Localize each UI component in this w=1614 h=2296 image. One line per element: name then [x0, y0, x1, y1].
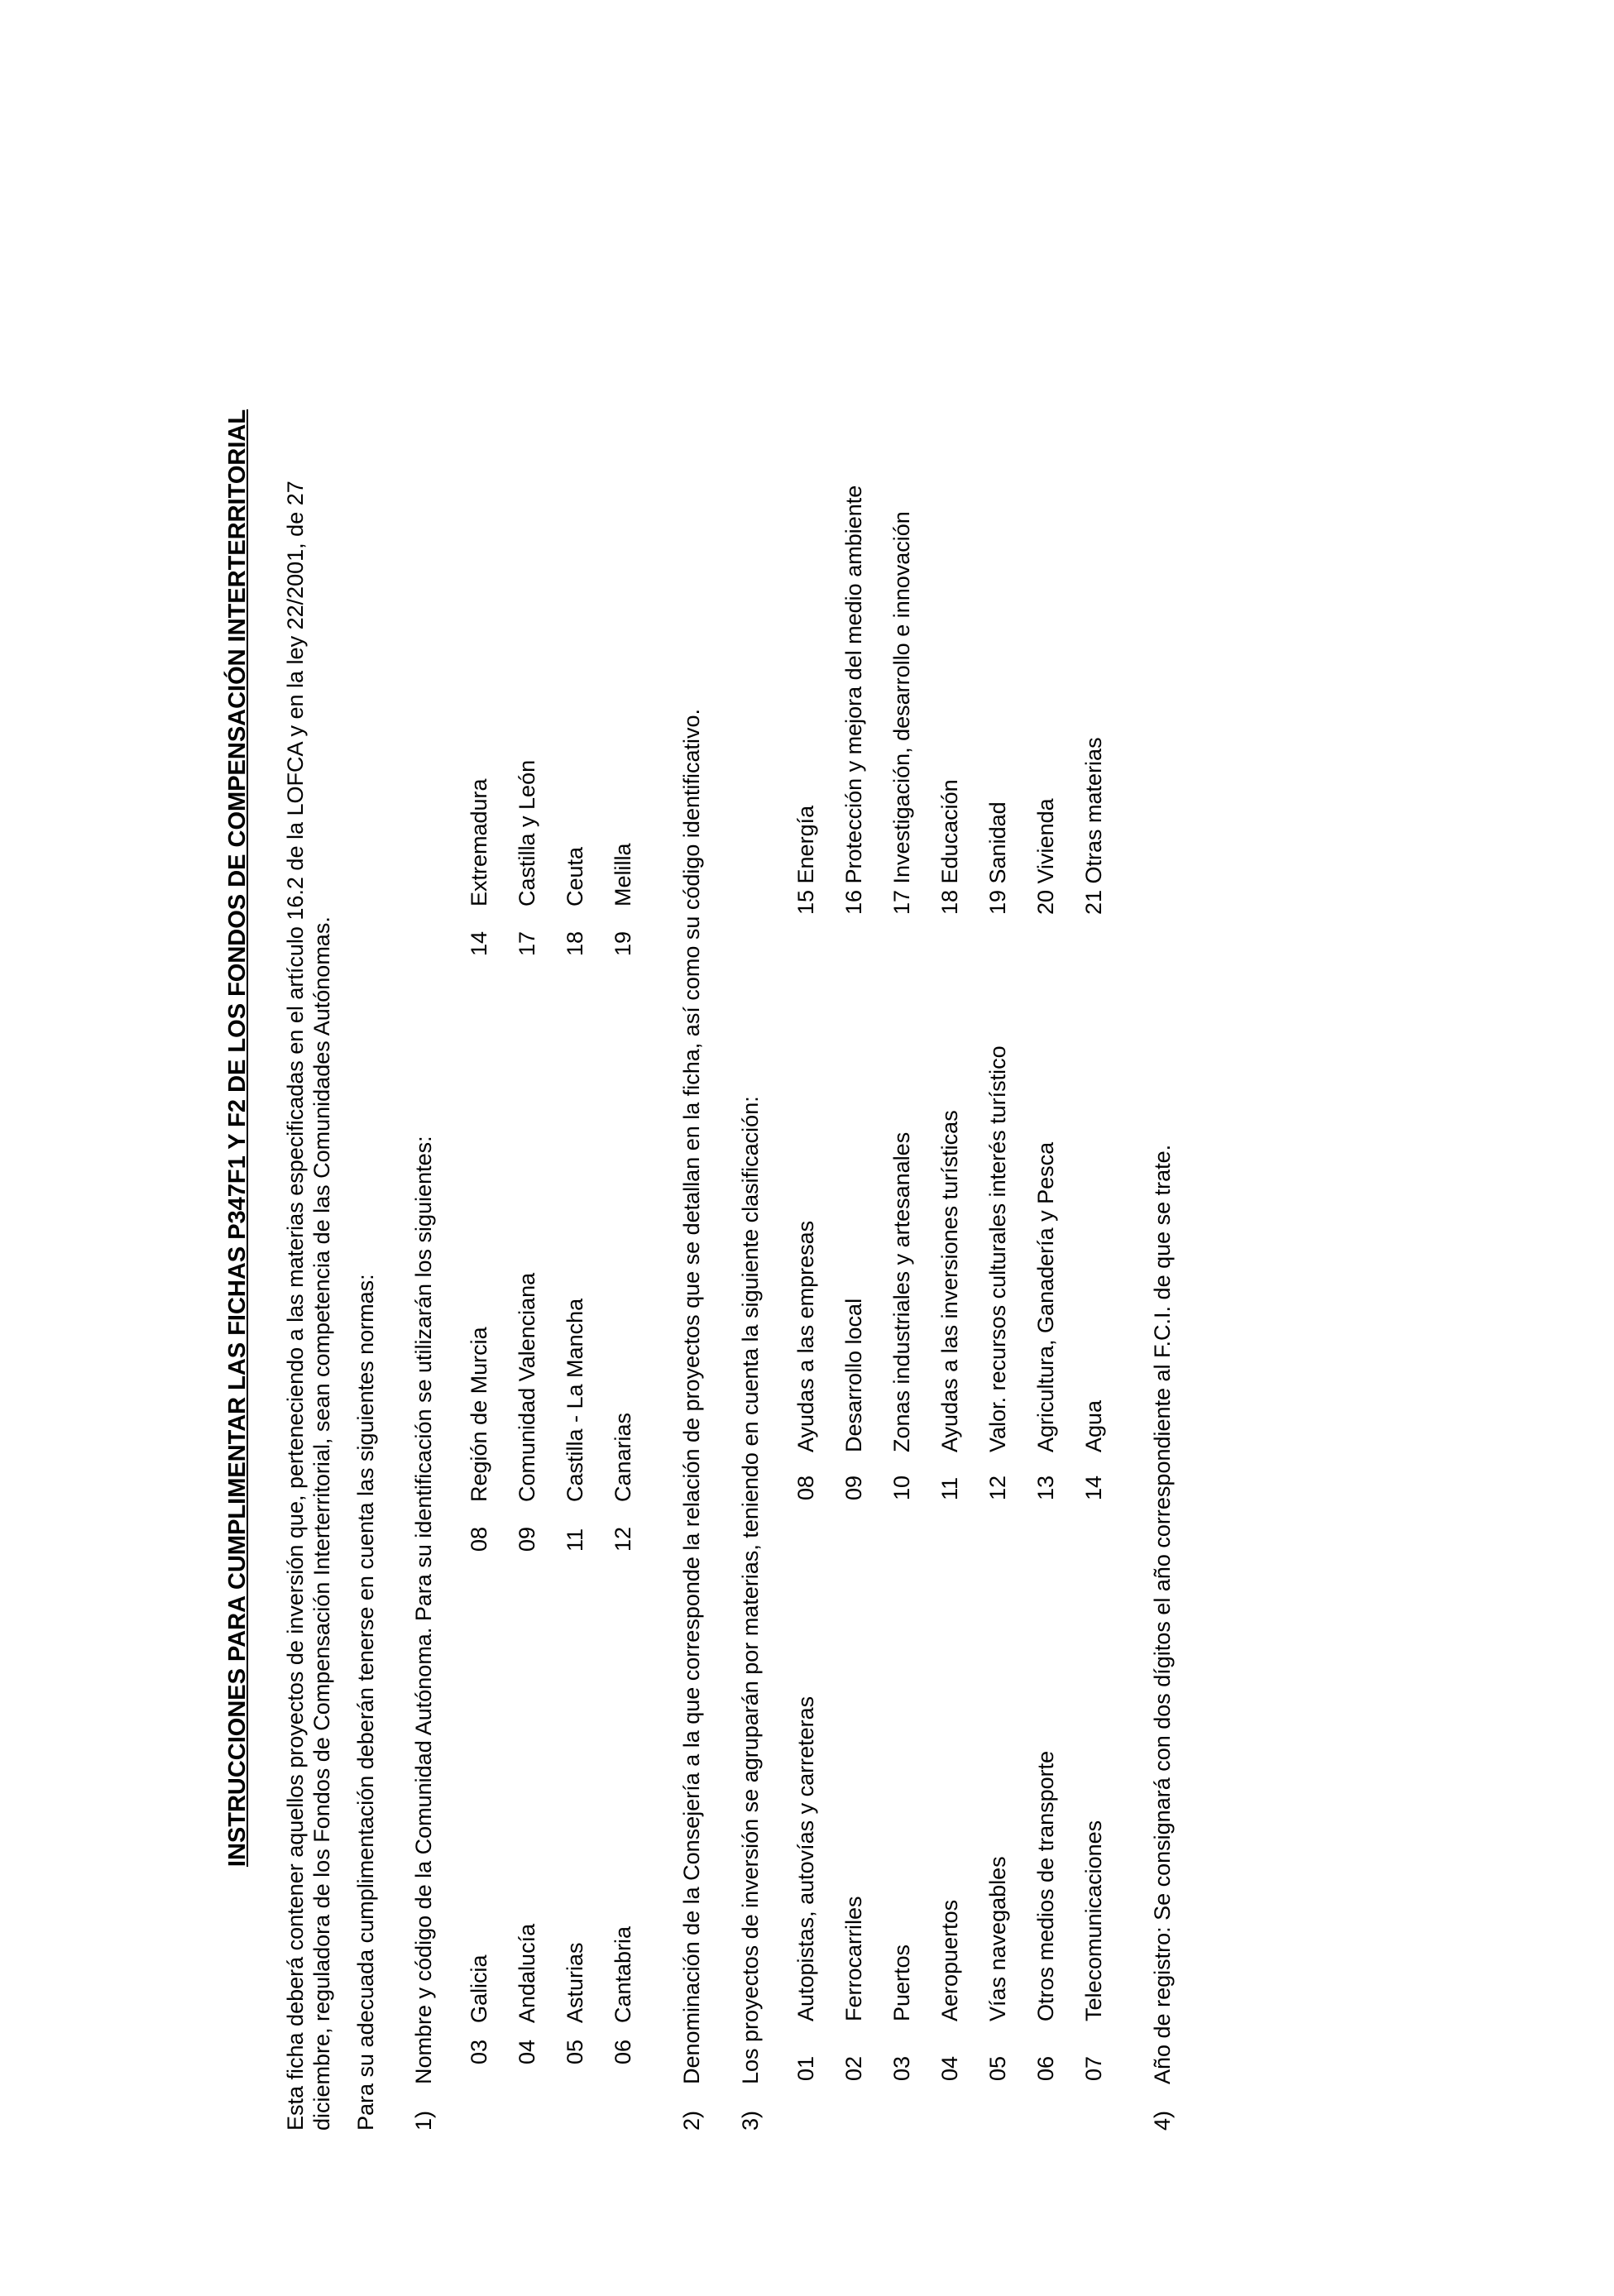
community-name: Castilla y León — [515, 759, 540, 906]
subject-name: Agua — [1080, 1399, 1106, 1452]
community-code: 11 — [563, 1528, 588, 1552]
instruction-item-4 — [1149, 146, 1176, 2131]
community-name: Asturias — [563, 1942, 588, 2023]
subject-entry: 16 Protección y mejora del medio ambiente — [841, 485, 866, 915]
community-code: 19 — [611, 930, 636, 956]
community-name: Melilla — [611, 843, 636, 906]
community-code: 09 — [515, 1526, 540, 1552]
community-code: 06 — [611, 2039, 636, 2064]
instruction-item-1 — [410, 146, 437, 2131]
subject-entry: 19 Sanidad — [984, 801, 1010, 915]
subject-name: Zonas industriales y artesanales — [888, 1131, 914, 1452]
community-name: Región de Murcia — [467, 1327, 492, 1502]
intro-line-1: Esta ficha deberá contener aquellos proyectos de inversión que, perteneciendo a las materias especificadas en el artículo 16.2 de la LOFCA y en la ley 22/2001, de 27 — [282, 481, 308, 2131]
table-row — [599, 658, 647, 2064]
item-number: 2) — [679, 2110, 705, 2131]
item-text: Año de registro: Se consignará con dos dígitos el año correspondiente al F.C.I. de que se trate. — [1150, 1144, 1176, 2084]
subject-name: Telecomunicaciones — [1080, 1820, 1106, 2021]
community-name: Extremadura — [467, 778, 492, 906]
table-row — [974, 336, 1022, 2081]
table-row — [503, 658, 551, 2064]
subject-code: 02 — [841, 2055, 866, 2081]
community-code: 18 — [563, 930, 588, 956]
subject-code: 03 — [888, 2055, 914, 2081]
table-row — [551, 658, 599, 2064]
intro-line-2: diciembre, reguladora de los Fondos de Compensación Interterritorial, sean competencia de las Comunidades Autónomas. — [309, 916, 335, 2131]
subject-code: 01 — [793, 2055, 818, 2081]
table-row — [1070, 336, 1118, 2081]
item-text: Los proyectos de inversión se agruparán por materias, teniendo en cuenta la siguiente clasificación: — [737, 1096, 763, 2084]
table-row — [782, 336, 830, 2081]
subject-entry: 20 Vivienda — [1032, 798, 1058, 915]
subject-code: 05 — [984, 2055, 1010, 2081]
community-name: Cantabria — [611, 1925, 636, 2023]
subjects-table — [782, 336, 1118, 2081]
community-code: 05 — [563, 2039, 588, 2064]
subject-code: 11 — [936, 1476, 962, 1500]
subject-name: Autopistas, autovías y carreteras — [793, 1696, 818, 2021]
community-name: Ceuta — [563, 846, 588, 906]
communities-table — [455, 658, 647, 2064]
subject-code: 09 — [841, 1475, 866, 1500]
document-body — [223, 146, 1176, 2131]
subject-name: Puertos — [888, 1944, 914, 2021]
community-code: 12 — [611, 1526, 636, 1552]
subject-code: 12 — [984, 1475, 1010, 1500]
item-number: 4) — [1150, 2110, 1176, 2131]
subject-name: Ayudas a las inversiones turísticas — [936, 1110, 962, 1452]
subject-name: Agricultura, Ganadería y Pesca — [1032, 1141, 1058, 1452]
subject-entry: 17 Investigación, desarrollo e innovación — [888, 511, 914, 915]
table-row — [878, 336, 926, 2081]
subject-code: 06 — [1032, 2055, 1058, 2081]
instruction-item-2 — [678, 146, 705, 2131]
community-name: Comunidad Valenciana — [515, 1272, 540, 1502]
subject-code: 13 — [1032, 1475, 1058, 1500]
table-row — [455, 658, 503, 2064]
community-name: Castilla - La Mancha — [563, 1298, 588, 1502]
subject-code: 07 — [1080, 2055, 1106, 2081]
subject-entry: 15 Energía — [793, 805, 818, 915]
community-name: Galicia — [467, 1954, 492, 2023]
community-name: Canarias — [611, 1412, 636, 1502]
subject-code: 08 — [793, 1475, 818, 1500]
community-name: Andalucía — [515, 1923, 540, 2023]
subject-name: Desarrollo local — [841, 1298, 866, 1452]
community-code: 03 — [467, 2039, 492, 2064]
item-text: Denominación de la Consejería a la que corresponde la relación de proyectos que se detallan en la ficha, así como su código identificativo. — [679, 708, 705, 2084]
item-text: Nombre y código de la Comunidad Autónoma. Para su identificación se utilizarán los siguientes: — [410, 1136, 436, 2084]
subject-name: Aeropuertos — [936, 1899, 962, 2021]
subject-code: 10 — [888, 1475, 914, 1500]
table-row — [926, 336, 974, 2081]
subject-name: Ayudas a las empresas — [793, 1220, 818, 1452]
community-code: 08 — [467, 1526, 492, 1552]
table-row — [1022, 336, 1070, 2081]
item-number: 1) — [410, 2110, 436, 2131]
subject-code: 14 — [1080, 1475, 1106, 1500]
subject-code: 04 — [936, 2055, 962, 2081]
subject-name: Valor. recursos culturales interés turístico — [984, 1045, 1010, 1452]
community-code: 17 — [515, 930, 540, 956]
subject-name: Otros medios de transporte — [1032, 1750, 1058, 2021]
subject-name: Vías navegables — [984, 1856, 1010, 2021]
subject-entry: 18 Educación — [936, 779, 962, 915]
community-code: 14 — [467, 930, 492, 956]
table-row — [830, 336, 878, 2081]
instruction-item-3 — [737, 146, 764, 2131]
community-code: 04 — [515, 2039, 540, 2064]
item-number: 3) — [737, 2110, 763, 2131]
subject-name: Ferrocarriles — [841, 1896, 866, 2021]
document-title: INSTRUCCIONES PARA CUMPLIMENTAR LAS FICHAS P347F1 Y F2 DE LOS FONDOS DE COMPENSACIÓN INTERTERRITORIAL — [224, 409, 251, 1868]
subject-entry: 21 Otras materias — [1080, 737, 1106, 915]
intro-line-3: Para su adecuada cumplimentación deberán tenerse en cuenta las siguientes normas: — [352, 1274, 378, 2131]
